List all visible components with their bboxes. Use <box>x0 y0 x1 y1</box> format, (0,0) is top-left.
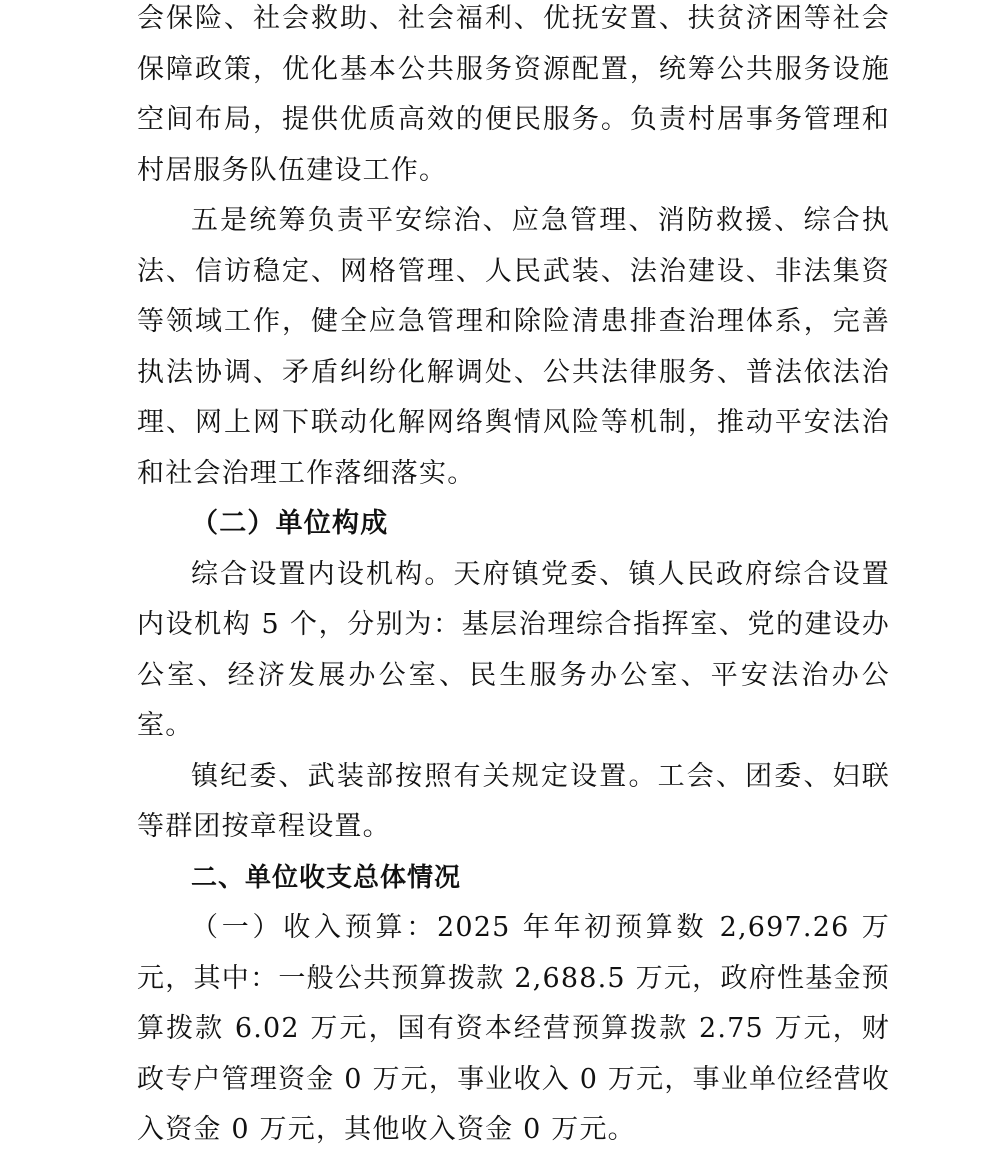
paragraph-item-five: 五是统筹负责平安综治、应急管理、消防救援、综合执法、信访稳定、网格管理、人民武装、法治建设、非法集资等领域工作，健全应急管理和除险清患排查治理体系，完善执法协调、矛盾纠纷化解调处、公共法律服务、普法依法治理、网上网下联动化解网络舆情风险等机制，推动平安法治和社会治理工作落细落实。 <box>137 205 890 489</box>
paragraph-commission-setup: 镇纪委、武装部按照有关规定设置。工会、团委、妇联等群团按章程设置。 <box>137 760 890 842</box>
heading-unit-composition: （二）单位构成 <box>191 508 389 539</box>
paragraph-income-budget: （一）收入预算：2025 年年初预算数 2,697.26 万元，其中：一般公共预算拨款 2,688.5 万元，政府性基金预算拨款 6.02 万元，国有资本经营预算拨款 2.75 万元，财政专户管理资金 0 万元，事业收入 0 万元，事业单位经营收入资金 0 万元，其他收入资金 0 万元。 <box>137 912 890 1145</box>
heading-budget-overview: 二、单位收支总体情况 <box>191 862 462 893</box>
paragraph-internal-institutions: 综合设置内设机构。天府镇党委、镇人民政府综合设置内设机构 5 个，分别为：基层治理综合指挥室、党的建设办公室、经济发展办公室、民生服务办公室、平安法治办公室。 <box>137 558 890 741</box>
paragraph-social-security: 会保险、社会救助、社会福利、优抚安置、扶贫济困等社会保障政策，优化基本公共服务资源配置，统筹公共服务设施空间布局，提供优质高效的便民服务。负责村居事务管理和村居服务队伍建设工作。 <box>137 3 890 186</box>
